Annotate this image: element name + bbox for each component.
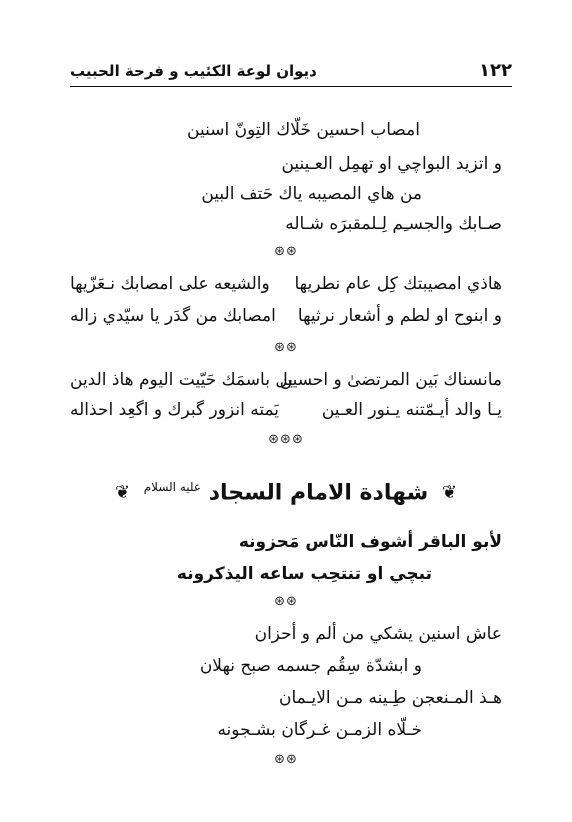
flower-ornament-icon: ❦	[114, 482, 131, 504]
intro-line: لأبو الباقر أشوف النّاس مَحزونه	[238, 532, 502, 552]
chapter-title: شهادة الامام السجاد	[208, 480, 429, 506]
ornament-divider: ⊛⊛	[274, 752, 298, 767]
verse-hemistich-left: امصابك من گدَر يا سيّدي زاله	[70, 306, 276, 326]
intro-line: تبچي او تنتحِب ساعه اليذكرونه	[176, 564, 432, 584]
verse-hemistich-left: يَمته انزور گبرك و اگعِد احذاله	[70, 400, 280, 420]
verse-hemistich-right: هاذي امصيبتك كِل عام نطريها	[294, 274, 502, 294]
verse-line: هـذ المـنعجن طِـينه مـن الايـمان	[279, 688, 502, 708]
verse-hemistich-left: والشيعه على امصابك نـعَزّيها	[70, 274, 270, 294]
verse-hemistich-right: مانسناك بَين المرتضىٰ و احسين	[279, 370, 502, 390]
page-header	[70, 60, 512, 86]
running-title: ديوان لوعة الكئيب و فرحة الحبيب	[70, 62, 317, 80]
verse-hemistich-right: و ابنوح او لطم و أشعار نرثيها	[297, 306, 502, 326]
verse-hemistich-right: يـا والد أيـمّتنه يـنور العـين	[321, 400, 502, 420]
page-number: ١٢٢	[479, 60, 512, 81]
flower-ornament-icon: ❦	[441, 482, 458, 504]
verse-line: خـلّاه الزمـن غـرگان بشـجونه	[217, 720, 422, 740]
honorific-symbol: عليه السلام	[143, 480, 202, 494]
verse-line: عاش اسنين يشكي من ألم و أحزان	[254, 624, 502, 644]
verse-line: امصاب احسين خَلّاك التِونّ اسنين	[187, 120, 420, 140]
verse-line: صـابك والجسـِم لِـلمقبرَه شـاله	[285, 214, 502, 234]
ornament-divider: ⊛⊛	[274, 594, 298, 609]
chapter-title-row	[0, 472, 572, 508]
verse-line: و اتزيد البواچي او تهمِل العـينين	[281, 154, 502, 174]
verse-hemistich-left: يل باسمَك حَيّيت اليوم هاذ الدين	[70, 370, 293, 390]
ornament-divider: ⊛⊛⊛	[268, 432, 304, 447]
verse-line: من هاي المصيبه ياك حَتف البين	[201, 184, 422, 204]
ornament-divider: ⊛⊛	[274, 340, 298, 355]
header-divider	[70, 86, 512, 87]
ornament-divider: ⊛⊛	[274, 244, 298, 259]
verse-line: و ابشدّة سِقُم جسمه صبح نهلان	[199, 656, 422, 676]
